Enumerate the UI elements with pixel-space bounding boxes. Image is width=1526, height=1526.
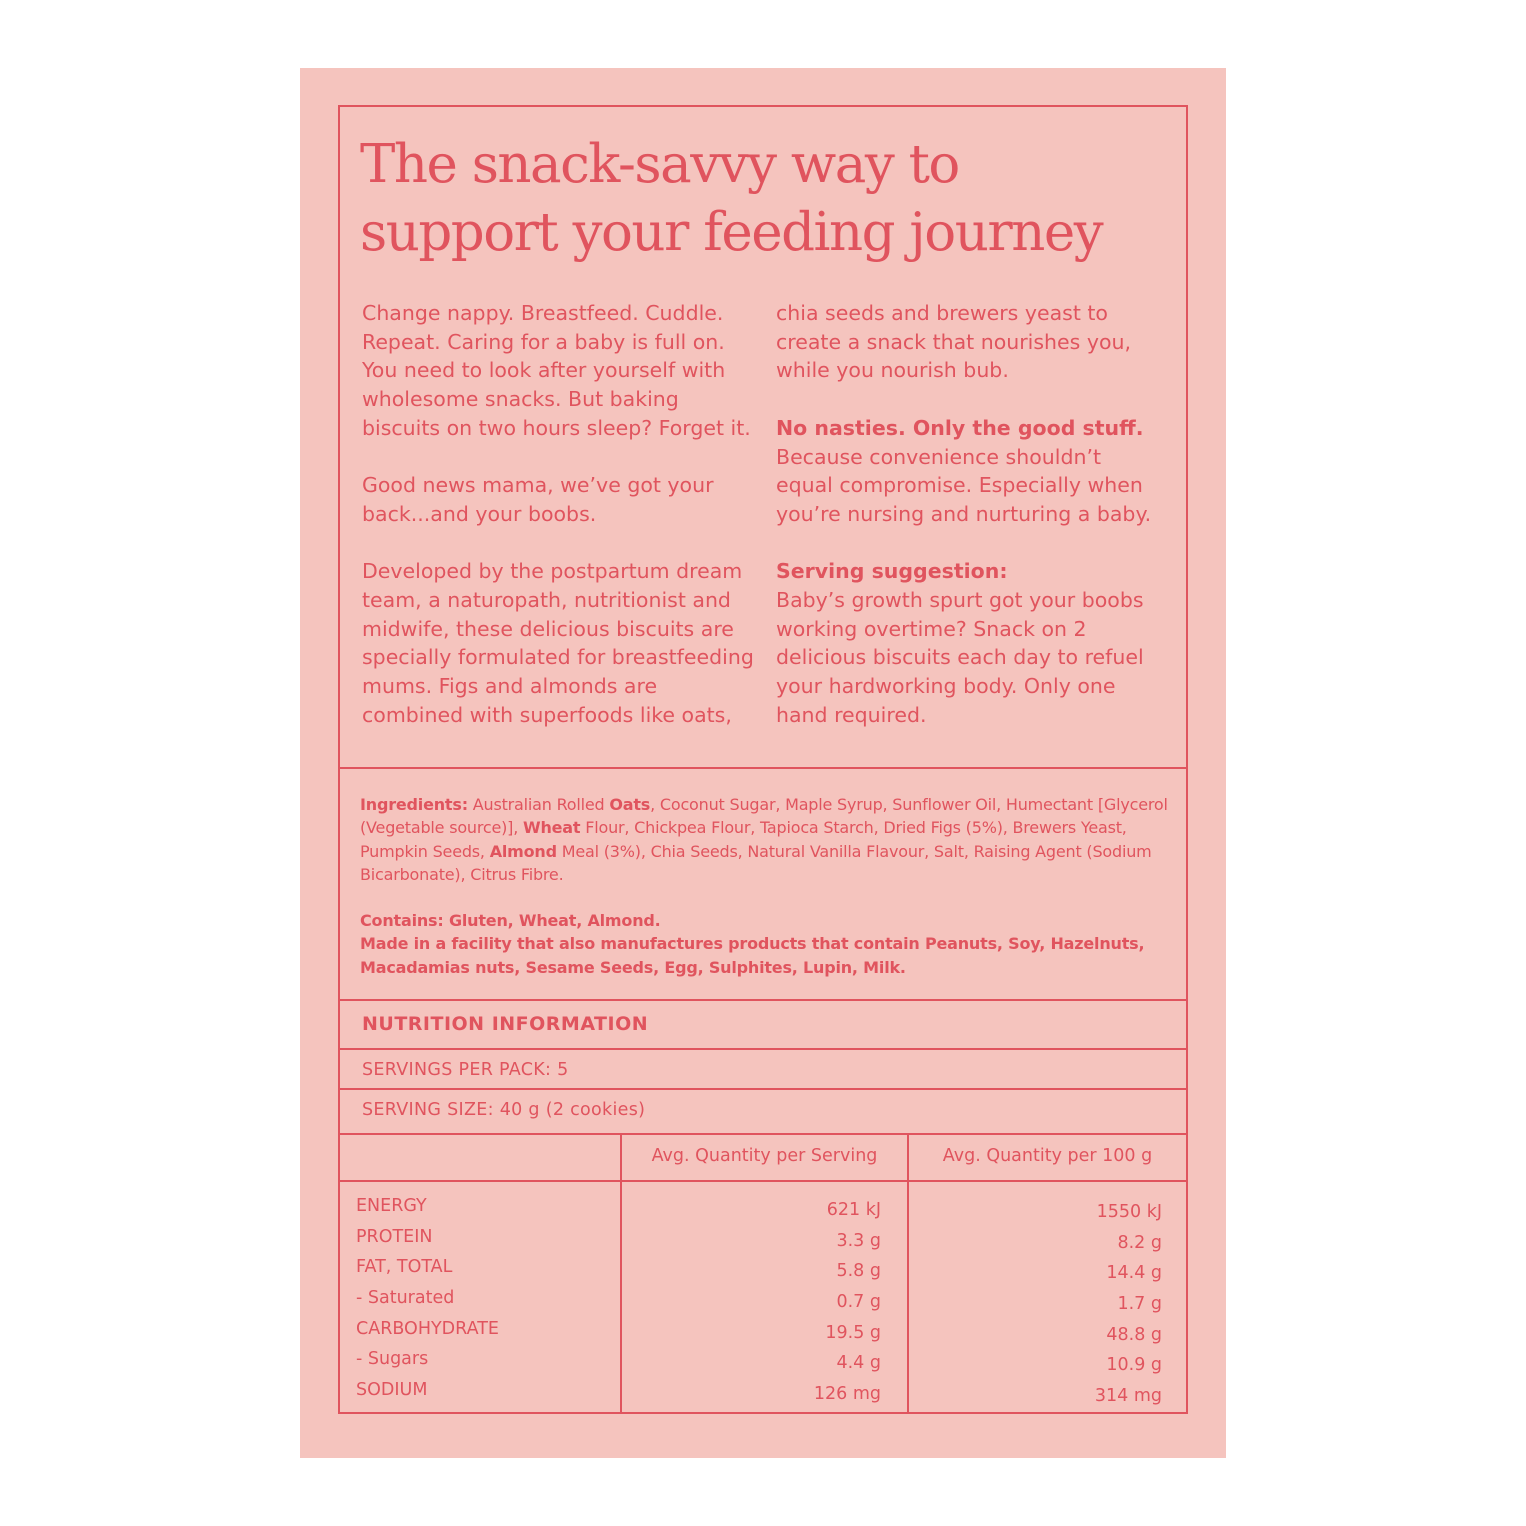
headline-line-1: The snack-savvy way to [360,134,959,195]
allergen-oats: Oats [609,795,651,814]
panel-frame [338,105,1188,1414]
divider [340,1180,1186,1182]
serving-size: SERVING SIZE: 40 g (2 cookies) [362,1100,646,1120]
no-nasties-paragraph [776,414,1176,529]
facility-statement: Made in a facility that also manufactures products that contain Peanuts, Soy, Hazelnuts, Macadamias nuts, Sesame Seeds, Egg, Sulphites, Lupin, Milk. [360,934,1145,977]
per-serving-value: 19.5 g [825,1322,881,1343]
divider [340,1088,1186,1090]
nutrient-name: FAT, TOTAL [356,1257,453,1278]
divider [340,1133,1186,1135]
intro-paragraph: Change nappy. Breastfeed. Cuddle. Repeat. Caring for a baby is full on. You need to look after yourself with wholesome snacks. But baking biscuits on two hours sleep? Forget it. [362,301,751,440]
developed-by-paragraph: Developed by the postpartum dream team, a naturopath, nutritionist and midwife, these delicious biscuits are specially formulated for breastfeeding mums. Figs and almonds are combined with superfoods like oats, [362,559,754,727]
nutrient-name: SODIUM [356,1380,428,1401]
contains-statement: Contains: Gluten, Wheat, Almond. [360,911,661,930]
per-serving-value: 126 mg [813,1384,881,1405]
nutrition-heading: NUTRITION INFORMATION [362,1013,649,1035]
superfoods-paragraph: chia seeds and brewers yeast to create a snack that nourishes you, while you nourish bub. [776,301,1132,383]
per-serving-value: 621 kJ [826,1200,881,1220]
no-nasties-body: Because convenience shouldn’t equal compromise. Especially when you’re nursing and nurturing a baby. [776,444,1152,526]
headline-line-2: support your feeding journey [360,202,1103,263]
per-100g-value: 48.8 g [1106,1324,1162,1345]
nutrient-name: PROTEIN [356,1226,433,1247]
headline [360,131,1180,267]
ingredients-text: Flour, Chickpea Flour, Tapioca Starch, Dried Figs (5%), Brewers Yeast, Pumpkin Seeds, [360,818,1127,861]
per-serving-value: 5.8 g [836,1261,881,1282]
divider [340,767,1186,769]
nutrient-name: - Saturated [356,1288,455,1309]
ingredients-text: Australian Rolled [467,795,610,814]
column-divider [620,1133,622,1412]
per-serving-value: 3.3 g [836,1230,881,1251]
per-100g-value: 8.2 g [1117,1232,1162,1253]
serving-suggestion-heading: Serving suggestion: [776,559,1008,584]
description-left-column [362,299,762,758]
serving-suggestion-paragraph [776,557,1176,729]
column-divider [907,1133,909,1412]
nutrient-name: CARBOHYDRATE [356,1318,499,1339]
ingredients-text: , Coconut Sugar, Maple Syrup, Sunflower Oil, Humectant [Glycerol (Vegetable source)], [360,795,1168,838]
per-100g-value: 1550 kJ [1096,1202,1162,1222]
per-100g-value: 14.4 g [1106,1263,1162,1284]
per-100g-values [930,1197,1162,1412]
serving-suggestion-body: Baby’s growth spurt got your boobs working overtime? Snack on 2 delicious biscuits each day to refuel your hardworking body. Only one hand required. [776,588,1144,727]
nutrient-names [356,1191,499,1406]
no-nasties-heading: No nasties. Only the good stuff. [776,415,1144,440]
allergen-almond: Almond [489,841,557,861]
description-right-column [776,299,1176,758]
good-news-paragraph: Good news mama, we’ve got your back...and your boobs. [362,473,714,526]
per-100g-value: 1.7 g [1117,1294,1162,1315]
ingredients-list [360,793,1170,886]
divider [340,999,1186,1001]
per-100g-value: 314 mg [1094,1386,1162,1407]
ingredients-label: Ingredients: [360,795,468,814]
product-panel [300,68,1226,1458]
column-header-per-100g: Avg. Quantity per 100 g [942,1146,1153,1166]
per-100g-value: 10.9 g [1106,1355,1162,1376]
per-serving-value: 0.7 g [836,1292,881,1313]
per-serving-value: 4.4 g [836,1353,881,1374]
nutrient-name: ENERGY [356,1196,427,1216]
column-header-per-serving: Avg. Quantity per Serving [651,1146,878,1166]
allergen-statement [360,909,1180,979]
divider [340,1048,1186,1050]
allergen-wheat: Wheat [523,818,581,838]
nutrient-name: - Sugars [356,1349,429,1370]
per-serving-values [640,1195,881,1410]
ingredients-text: Meal (3%), Chia Seeds, Natural Vanilla Flavour, Salt, Raising Agent (Sodium Bicarbonate), Citrus Fibre. [360,841,1152,884]
servings-per-pack: SERVINGS PER PACK: 5 [362,1060,569,1080]
